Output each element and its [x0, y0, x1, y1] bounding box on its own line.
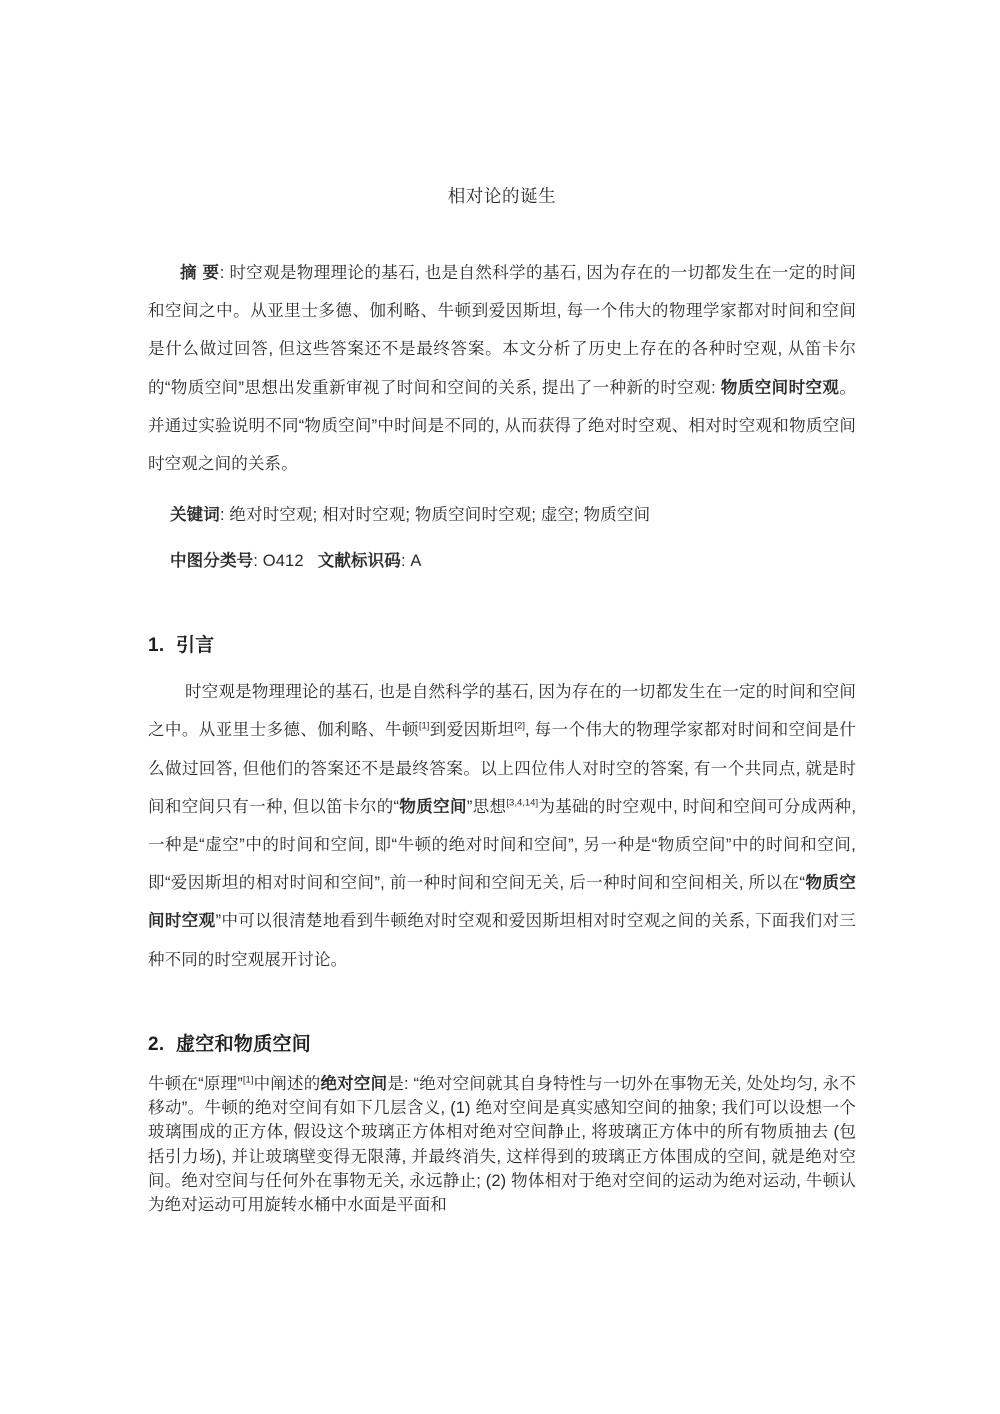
- s2-text-2: 中阐述的: [253, 1074, 321, 1093]
- classification-line: [148, 546, 856, 576]
- s2-bold-absolute-space: 绝对空间: [320, 1074, 388, 1093]
- clc-value: O412: [257, 552, 304, 571]
- s1-bold-material-spacetime-view: 物质空间时空观: [148, 874, 856, 931]
- s1-bold-material-space: 物质空间: [399, 797, 467, 816]
- citation-ref-4[interactable]: [1]: [242, 1074, 254, 1086]
- doc-code-colon: :: [400, 552, 406, 571]
- section-2-paragraph: [148, 1072, 856, 1218]
- clc-colon: :: [253, 552, 258, 571]
- section-2-number: 2.: [148, 1033, 165, 1055]
- s1-text-4: ”思想: [466, 797, 507, 816]
- keywords-label: 关键词: [170, 505, 220, 524]
- citation-ref-2[interactable]: [2]: [514, 720, 525, 732]
- s1-text-6: ”中可以很清楚地看到牛顿绝对时空观和爱因斯坦相对时空观之间的关系, 下面我们对三种不同的时空观展开讨论。: [148, 912, 856, 969]
- section-1-title: 引言: [176, 635, 215, 657]
- s2-text-1: 牛顿在“原理”: [148, 1074, 243, 1093]
- abstract-bold-term: 物质空间时空观: [720, 378, 840, 397]
- abstract-paragraph: [148, 254, 856, 483]
- s1-text-2: 到爱因斯坦: [429, 721, 515, 740]
- s1-text-3: , 每一个伟大的物理学家都对时间和空间是什么做过回答, 但他们的答案还不是最终答案。以上四位伟人对时空的答案, 有一个共同点, 就是时间和空间只有一种, 但以笛卡尔的“: [148, 721, 857, 816]
- abstract-label: 摘 要: [180, 264, 220, 282]
- section-1-paragraph: [148, 673, 856, 979]
- page-title: 相对论的诞生: [447, 186, 557, 206]
- doc-code-value: A: [405, 552, 422, 571]
- citation-ref-3[interactable]: [3,4,14]: [506, 797, 539, 809]
- doc-code-label: 文献标识码: [317, 552, 401, 571]
- s1-text-1: 时空观是物理理论的基石, 也是自然科学的基石, 因为存在的一切都发生在一定的时间和空间之中。从亚里士多德、伽利略、牛顿: [148, 683, 856, 740]
- section-heading-introduction: [148, 630, 856, 657]
- section-2-title: 虚空和物质空间: [176, 1033, 312, 1055]
- citation-ref-1[interactable]: [1]: [418, 720, 430, 732]
- keywords-line: [148, 500, 856, 530]
- abstract-text-part2: 。并通过实验说明不同“物质空间”中时间是不同的, 从而获得了绝对时空观、相对时空观和物质空间时空观之间的关系。: [148, 378, 856, 474]
- s1-text-5: 为基础的时空观中, 时间和空间可分成两种, 一种是“虚空”中的时间和空间, 即“牛顿的绝对时间和空间”, 另一种是“物质空间”中的时间和空间, 即“爱因斯坦的相对时间和空间”, 前一种时间和空间无关, 后一种时间和空间相关, 所以在“: [148, 797, 856, 893]
- keywords-value: 绝对时空观; 相对时空观; 物质空间时空观; 虚空; 物质空间: [224, 505, 651, 524]
- abstract-text-part1: 时空观是物理理论的基石, 也是自然科学的基石, 因为存在的一切都发生在一定的时间和空间之中。从亚里士多德、伽利略、牛顿到爱因斯坦, 每一个伟大的物理学家都对时间和空间是什么做过回答, 但这些答案还不是最终答案。本文分析了历史上存在的各种时空观, 从笛卡尔的“物质空间”思想出发重新审视了时间和空间的关系, 提出了一种新的时空观:: [148, 264, 856, 397]
- clc-label: 中图分类号: [170, 552, 254, 571]
- s2-text-3: 是: “绝对空间就其自身特性与一切外在事物无关, 处处均匀, 永不移动”。牛顿的绝对空间有如下几层含义, (1) 绝对空间是真实感知空间的抽象; 我们可以设想一个玻璃围成的正方体, 假设这个玻璃正方体相对绝对空间静止, 将玻璃正方体中的所有物质抽去 (包括引力场), 并让玻璃壁变得无限薄, 并最终消失, 这样得到的玻璃正方体围成的空间, 就是绝对空间。绝对空间与任何外在事物无关, 永远静止; (2) 物体相对于绝对空间的运动为绝对运动, 牛顿认为绝对运动可用旋转水桶中水面是平面和: [148, 1074, 856, 1215]
- abstract-colon: :: [219, 264, 225, 282]
- section-1-number: 1.: [148, 635, 165, 657]
- section-heading-void-and-material-space: [148, 1029, 856, 1056]
- keywords-colon: :: [219, 505, 225, 524]
- page-content: [148, 0, 856, 1234]
